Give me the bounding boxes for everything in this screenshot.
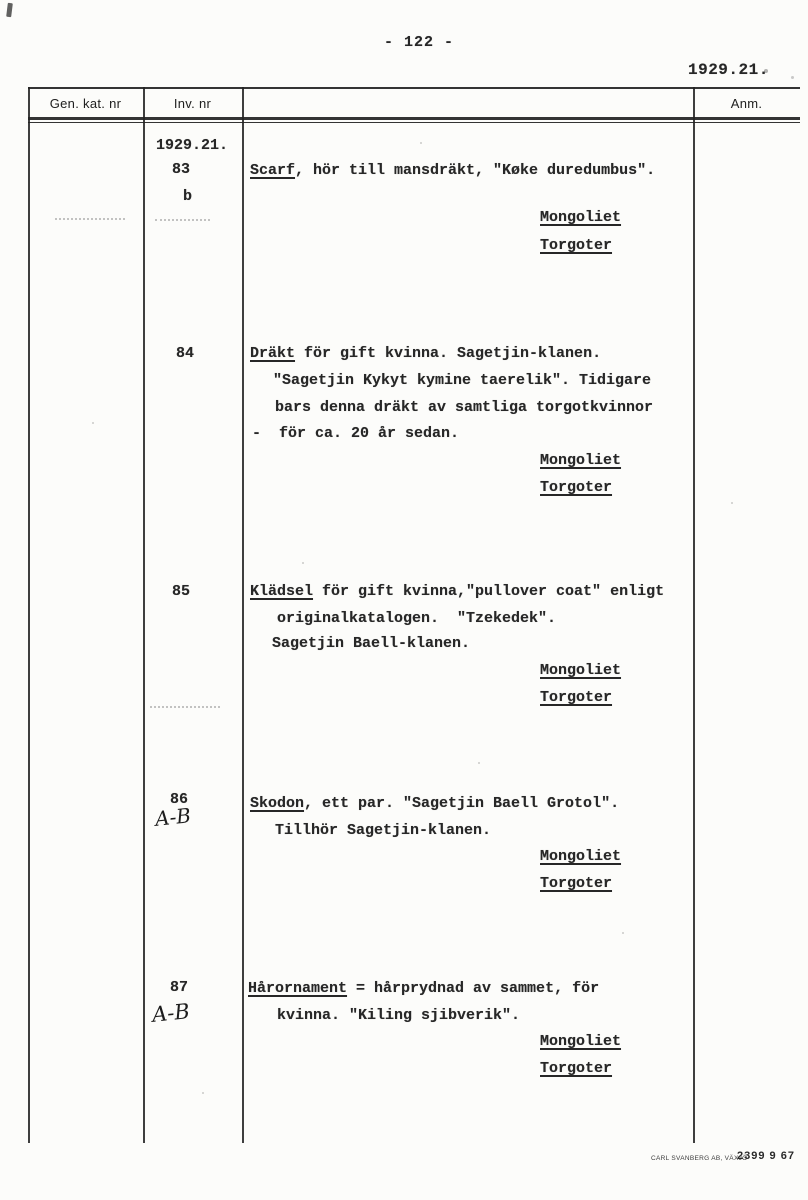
scan-speck — [731, 502, 733, 504]
entry-description-line — [250, 162, 655, 180]
entry-description-line — [250, 795, 619, 813]
scan-mark — [6, 3, 13, 18]
catalog-year-reference: 1929.21. — [688, 61, 769, 79]
entry-term: Dräkt — [250, 345, 296, 362]
scan-speck — [791, 76, 794, 79]
entry-origin-people: Torgoter — [540, 875, 613, 892]
scan-speck — [420, 142, 422, 144]
entry-description-line: Tillhör Sagetjin-klanen. — [275, 822, 492, 839]
entry-inv-nr: 84 — [176, 345, 195, 362]
scan-dotted-smudge — [150, 706, 220, 708]
entry-origin-region: Mongoliet — [540, 1033, 622, 1050]
entry-handwritten-annotation: A-B — [153, 803, 193, 831]
entry-inv-nr: 85 — [172, 583, 191, 600]
entry-term-rest: , hör till mansdräkt, "Køke duredumbus". — [295, 162, 656, 179]
entry-origin-region: Mongoliet — [540, 209, 622, 226]
entry-handwritten-annotation: A-B — [150, 999, 191, 1027]
entry-description-line: - för ca. 20 år sedan. — [252, 425, 460, 442]
entry-term: Scarf — [250, 162, 296, 179]
entry-origin-region: Mongoliet — [540, 848, 622, 865]
scan-speck — [302, 562, 304, 564]
entry-term-rest: för gift kvinna. Sagetjin-klanen. — [295, 345, 602, 362]
printer-imprint: CARL SVANBERG AB, VÄXJÖ — [651, 1155, 748, 1162]
printer-code: 2399 9 67 — [737, 1150, 795, 1162]
entry-description-line: kvinna. "Kiling sjibverik". — [277, 1007, 521, 1024]
entry-term: Klädsel — [250, 583, 314, 600]
entry-description-line: originalkatalogen. "Tzekedek". — [277, 610, 557, 627]
column-header-gen-kat-nr: Gen. kat. nr — [49, 96, 122, 111]
entry-origin-people: Torgoter — [540, 479, 613, 496]
scan-dotted-smudge — [155, 219, 210, 221]
entry-origin-people: Torgoter — [540, 689, 613, 706]
entry-description-line — [250, 583, 664, 601]
scan-speck — [202, 1092, 204, 1094]
scan-dotted-smudge — [55, 218, 125, 220]
entry-term-rest: , ett par. "Sagetjin Baell Grotol". — [304, 795, 620, 812]
entry-term-rest: för gift kvinna,"pullover coat" enligt — [313, 583, 665, 600]
entry-description-line: Sagetjin Baell-klanen. — [272, 635, 471, 652]
entry-origin-people: Torgoter — [540, 237, 613, 254]
entry-term: Hårornament — [248, 980, 348, 997]
page-number: - 122 - — [384, 34, 455, 51]
entry-inv-sub: b — [183, 188, 193, 205]
entry-inv-nr: 83 — [172, 161, 191, 178]
entry-inv-nr: 87 — [170, 979, 189, 996]
entry-description-line: "Sagetjin Kykyt kymine taerelik". Tidigare — [273, 372, 652, 389]
entry-description-line — [250, 345, 601, 363]
entry-term: Skodon — [250, 795, 305, 812]
table-column-divider-2 — [242, 87, 244, 1143]
scan-speck — [92, 422, 94, 424]
entry-origin-region: Mongoliet — [540, 452, 622, 469]
entry-origin-people: Torgoter — [540, 1060, 613, 1077]
entry-description-line — [248, 980, 599, 998]
scan-speck — [478, 762, 480, 764]
table-column-divider-1 — [143, 87, 145, 1143]
table-column-divider-3 — [693, 87, 695, 1143]
column-header-anm: Anm. — [730, 96, 763, 111]
entry-description-line: bars denna dräkt av samtliga torgotkvinnor — [275, 399, 654, 416]
entry-origin-region: Mongoliet — [540, 662, 622, 679]
entry-inv-nr: 86 — [170, 791, 189, 808]
entry-group-heading: 1929.21. — [156, 137, 229, 154]
column-header-inv-nr: Inv. nr — [173, 96, 212, 111]
scan-speck — [622, 932, 624, 934]
table-border-left — [28, 87, 30, 1143]
entry-term-rest: = hårprydnad av sammet, för — [347, 980, 600, 997]
